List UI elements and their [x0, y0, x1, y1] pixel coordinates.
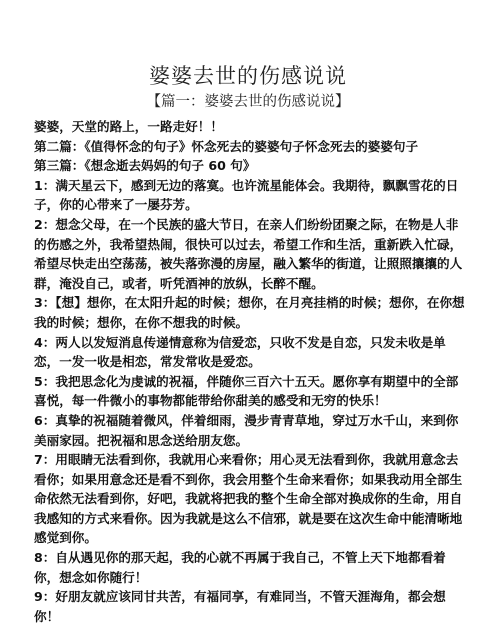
- paragraph: 5：我把思念化为虔诚的祝福，伴随你三百六十五天。愿你享有期望中的全部喜悦，每一件微小的事物都能带给你甜美的感受和无穷的快乐！: [34, 373, 459, 409]
- paragraph: 8：自从遇见你的那天起，我的心就不再属于我自己，不管上天下地都看着你，想念如你随行！: [34, 550, 446, 585]
- body-text: [34, 117, 468, 626]
- paragraph: 9：好朋友就应该同甘共苦，有福同享，有难同当，不管天涯海角，都会想你！: [34, 589, 446, 624]
- paragraph: 第三篇：《想念逝去妈妈的句子 60 句》: [34, 158, 256, 174]
- paragraph: 6：真挚的祝福随着微风，伴着细雨，漫步青青草地，穿过万水千山，来到你美丽家园。把祝福和思念送给朋友您。: [34, 412, 459, 448]
- paragraph: 1：满天星云下，感到无边的落寞。也许流星能体会。我期待，飘飘雪花的日子，你的心带来了一屡芬芳。: [34, 177, 459, 213]
- section-subtitle: 【篇一：婆婆去世的伤感说说】: [146, 94, 350, 110]
- paragraph: 4：两人以发短消息传递情意称为信爱恋，只收不发是自恋，只发未收是单恋，一发一收是相恋，常发常收是爱恋。: [34, 334, 446, 370]
- paragraph: 2：想念父母，在一个民族的盛大节日，在亲人们纷纷团聚之际，在物是人非的伤感之外，我希望热闹，很快可以过去，希望工作和生活，重新跌入忙碌，希望尽快走出空荡荡，被失落弥漫的房屋，融入繁华的街道，让照照攘攘的人群，淹没自己，或者，听凭酒神的放纵，长醉不醒。: [34, 216, 463, 291]
- paragraph: 3：【想】想你，在太阳升起的时候；想你，在月亮挂梢的时候；想你，在你想我的时候；想你，在你不想我的时候。: [34, 295, 465, 330]
- paragraph: 7：用眼睛无法看到你，我就用心来看你；用心灵无法看到你，我就用意念去看你；如果用意念还是看不到你，我会用整个生命来看你；如果我动用全部生命依然无法看到你，好吧，我就将把我的整个生命全部对换成你的生命，用自我感知的方式来看你。因为我就是这么不信邪，就是要在这次生命中能清晰地感觉到你。: [34, 452, 463, 546]
- paragraph: 第二篇：《值得怀念的句子》怀念死去的婆婆句子怀念死去的婆婆句子: [34, 138, 419, 154]
- page-title: 婆婆去世的伤感说说: [149, 64, 347, 88]
- paragraph: 婆婆，天堂的路上，一路走好！！: [34, 119, 223, 134]
